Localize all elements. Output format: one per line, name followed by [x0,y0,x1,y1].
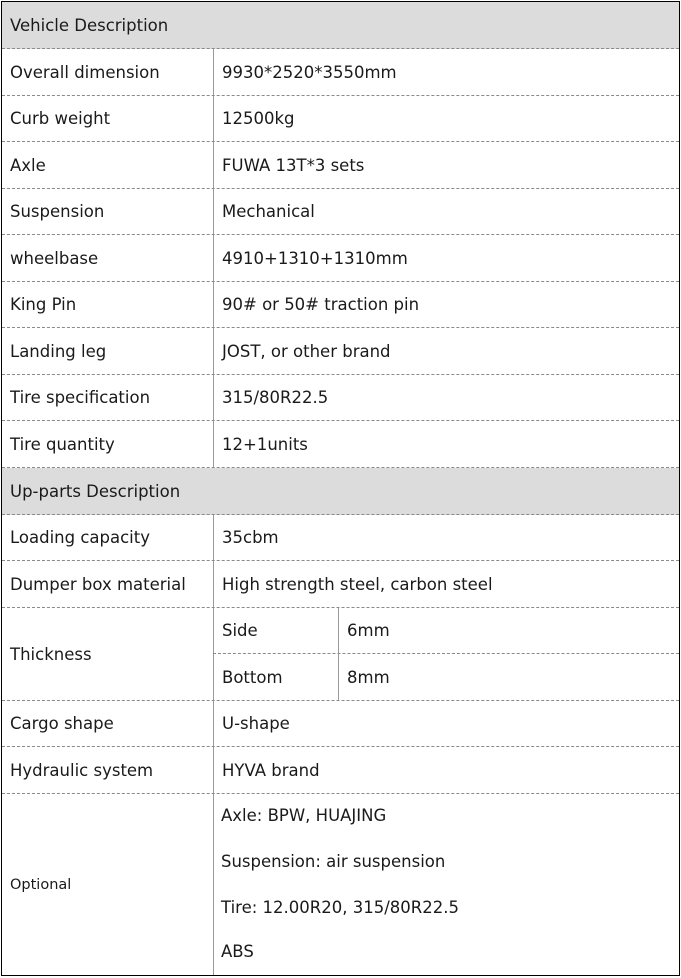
row-value: HYVA brand [213,747,679,793]
optional-item: Axle: BPW, HUAJING [221,806,387,825]
table-row [2,96,679,142]
row-label: Tire specification [10,388,151,407]
row-value: 35cbm [213,515,679,560]
table-row [2,561,679,608]
row-label: Thickness [10,644,92,664]
table-row [2,235,679,282]
table-row [2,375,679,421]
row-label: Hydraulic system [10,760,154,780]
table-row [2,189,679,235]
row-label: Tire quantity [10,434,115,454]
thickness-side-value: 6mm [338,608,679,653]
row-label: Curb weight [10,109,111,128]
table-row-thickness [2,608,679,701]
spec-table [1,1,680,976]
table-row [2,328,679,375]
row-label: Dumper box material [10,574,186,594]
row-label: Loading capacity [10,528,151,547]
row-value: JOST, or other brand [213,328,679,374]
table-row [2,142,679,189]
row-label: Overall dimension [10,62,160,82]
row-value: 4910+1310+1310mm [213,235,679,281]
thickness-bottom-label: Bottom [213,654,338,700]
section-title: Vehicle Description [10,15,169,35]
table-row [2,49,679,96]
table-row [2,515,679,561]
thickness-bottom-value: 8mm [338,654,679,700]
row-value: 12+1units [213,421,679,467]
row-label: Cargo shape [10,714,114,733]
row-value: 90# or 50# traction pin [213,282,679,327]
row-value: 12500kg [213,96,679,141]
table-row [2,282,679,328]
row-value: FUWA 13T*3 sets [213,142,679,188]
row-label: Optional [10,876,72,893]
row-value: U-shape [213,701,679,746]
table-row [2,421,679,468]
row-label: Landing leg [10,341,107,361]
section-header-upparts [2,468,679,515]
section-title: Up-parts Description [10,481,181,501]
row-value: 315/80R22.5 [213,375,679,420]
row-label: wheelbase [10,248,99,268]
row-value: Mechanical [213,189,679,234]
row-value: 9930*2520*3550mm [213,49,679,95]
row-label: Suspension [10,202,105,221]
row-label: Axle [10,155,46,175]
table-row-optional [2,794,679,975]
section-header-vehicle [2,2,679,49]
optional-item: Tire: 12.00R20, 315/80R22.5 [221,898,459,917]
row-value: High strength steel, carbon steel [213,561,679,607]
optional-item: ABS [221,942,254,961]
thickness-side-label: Side [213,608,338,653]
optional-item: Suspension: air suspension [221,852,446,871]
row-label: King Pin [10,295,77,314]
table-row [2,701,679,747]
table-row [2,747,679,794]
